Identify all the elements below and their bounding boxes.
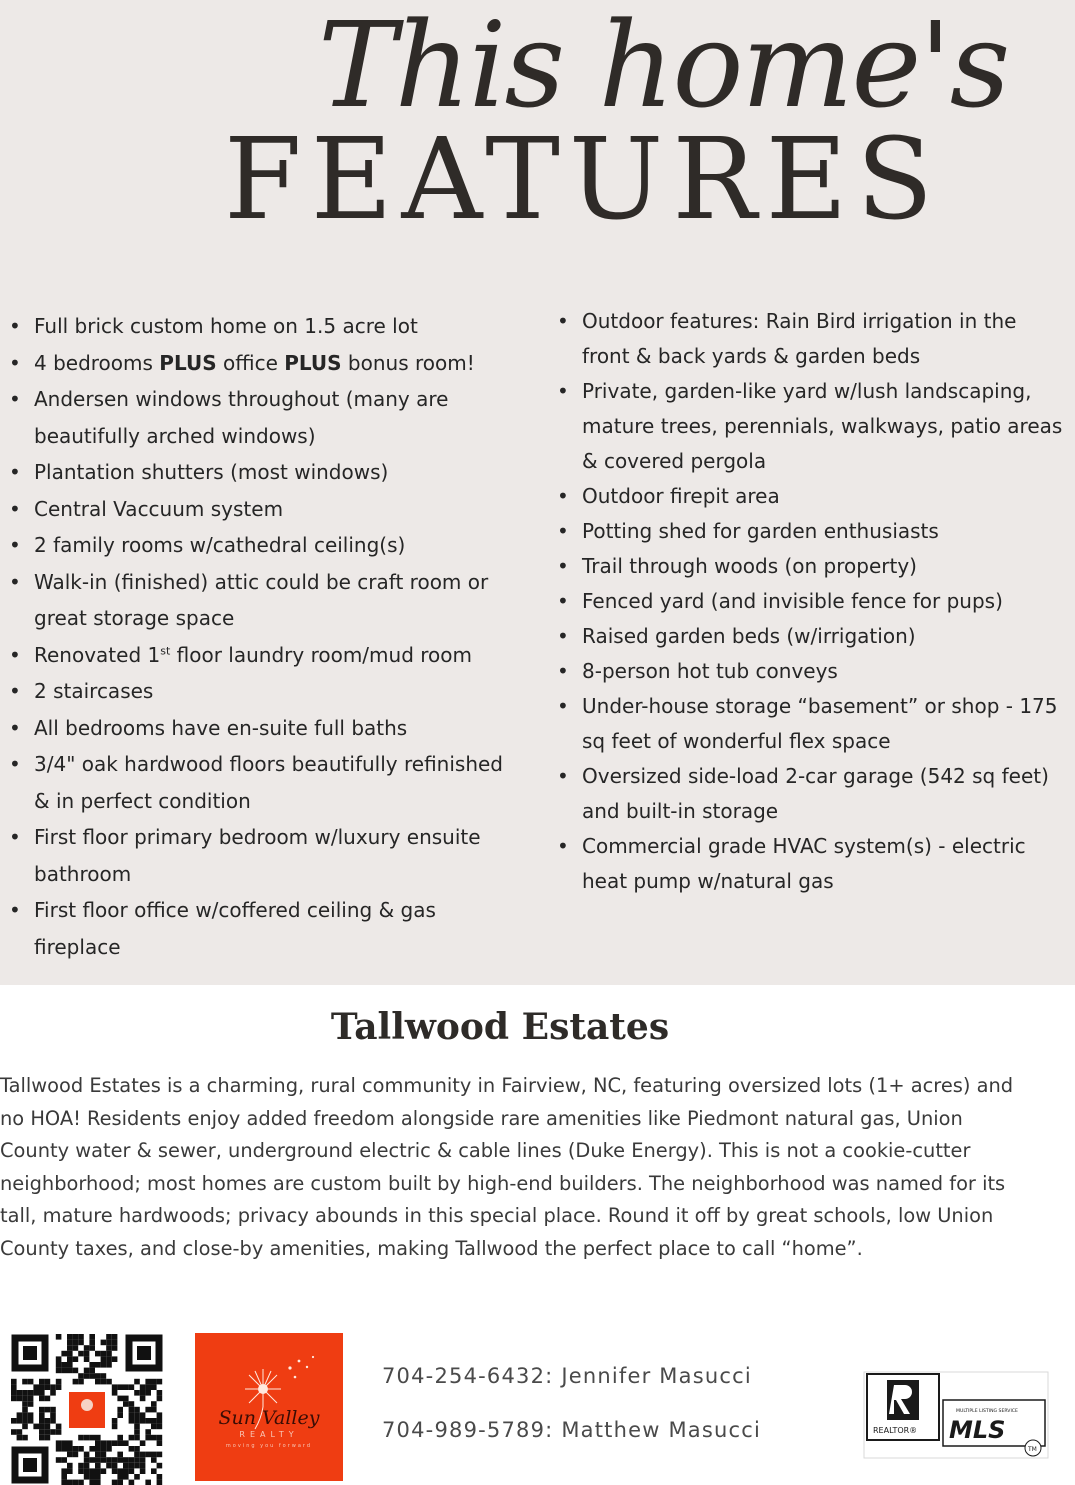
feature-text-line: 8-person hot tub conveys bbox=[582, 659, 838, 683]
feature-text-line: front & back yards & garden beds bbox=[582, 344, 921, 368]
description-line: neighborhood; most homes are custom built by high-end builders. The neighborhood was named for its bbox=[0, 1171, 1006, 1195]
feature-text-line: Private, garden-like yard w/lush landscaping, bbox=[582, 379, 1032, 403]
feature-text-line: 2 family rooms w/cathedral ceiling(s) bbox=[34, 533, 406, 557]
feature-item bbox=[9, 637, 530, 674]
bullet-icon: • bbox=[557, 624, 569, 648]
sun-valley-logo bbox=[195, 1333, 343, 1481]
feature-text-part: office bbox=[216, 350, 285, 375]
feature-item bbox=[557, 619, 1070, 654]
feature-text-part: PLUS bbox=[159, 350, 217, 375]
feature-text-line: Fenced yard (and invisible fence for pups) bbox=[582, 589, 1003, 613]
feature-text-line: First floor primary bedroom w/luxury ensuite bbox=[34, 825, 481, 849]
feature-text-line: heat pump w/natural gas bbox=[582, 869, 834, 893]
features-list-right bbox=[557, 304, 1070, 899]
feature-item bbox=[9, 345, 530, 382]
feature-item bbox=[9, 564, 530, 637]
feature-text-line: Trail through woods (on property) bbox=[582, 554, 917, 578]
feature-text-part: PLUS bbox=[284, 350, 342, 375]
logo-tagline: moving you forward bbox=[225, 1443, 313, 1449]
bullet-icon: • bbox=[9, 350, 21, 375]
feature-text-part: Renovated 1 bbox=[34, 642, 161, 667]
feature-text-line: Plantation shutters (most windows) bbox=[34, 460, 389, 484]
contact-jennifer[interactable]: 704-254-6432: Jennifer Masucci bbox=[382, 1364, 752, 1388]
bullet-icon: • bbox=[9, 715, 21, 740]
bullet-icon: • bbox=[557, 379, 569, 403]
bullet-icon: • bbox=[9, 898, 21, 922]
feature-text-line: fireplace bbox=[34, 934, 121, 959]
feature-item bbox=[9, 527, 530, 564]
feature-text-line: Outdoor features: Rain Bird irrigation in the bbox=[582, 309, 1017, 333]
feature-item bbox=[9, 381, 530, 454]
feature-text-line: mature trees, perennials, walkways, patio areas bbox=[582, 414, 1063, 438]
realtor-mls-logo bbox=[863, 1370, 1049, 1466]
feature-item bbox=[9, 746, 530, 819]
feature-text-line: bathroom bbox=[34, 861, 132, 886]
feature-text-line: & covered pergola bbox=[582, 449, 767, 473]
features-list-left bbox=[9, 308, 530, 965]
bullet-icon: • bbox=[557, 834, 569, 858]
feature-text-part: 4 bedrooms bbox=[34, 350, 160, 375]
bullet-icon: • bbox=[9, 314, 21, 338]
script-heading: This home's bbox=[318, 0, 1009, 134]
feature-item bbox=[9, 819, 530, 892]
feature-item bbox=[9, 491, 530, 528]
features-heading: FEATURES bbox=[224, 115, 943, 245]
feature-item bbox=[557, 654, 1070, 689]
feature-item bbox=[557, 479, 1070, 514]
feature-text-line: 2 staircases bbox=[34, 679, 154, 703]
feature-text-line: Under-house storage “basement” or shop - 175 bbox=[582, 694, 1058, 718]
bullet-icon: • bbox=[9, 752, 21, 776]
feature-item bbox=[557, 759, 1070, 829]
feature-text bbox=[34, 345, 530, 382]
bullet-icon: • bbox=[9, 496, 21, 521]
bullet-icon: • bbox=[9, 825, 21, 849]
feature-item bbox=[557, 304, 1070, 374]
feature-item bbox=[557, 549, 1070, 584]
logo-realty: REALTY bbox=[239, 1430, 299, 1439]
feature-text-line: 3/4" oak hardwood floors beautifully refinished bbox=[34, 752, 503, 776]
feature-text-line: Outdoor firepit area bbox=[582, 484, 780, 508]
bullet-icon: • bbox=[557, 309, 569, 333]
mls-text: MLS bbox=[949, 1416, 1006, 1444]
bullet-icon: • bbox=[9, 387, 21, 411]
section-title: Tallwood Estates bbox=[330, 1006, 670, 1048]
tm-mark: TM bbox=[1028, 1446, 1037, 1453]
feature-item bbox=[9, 710, 530, 747]
feature-text-line: great storage space bbox=[34, 606, 235, 630]
feature-text-line: Andersen windows throughout (many are bbox=[34, 387, 449, 411]
feature-text-part: floor laundry room/mud room bbox=[170, 642, 472, 667]
description-line: County water & sewer, underground electric & cable lines (Duke Energy). This is not a cookie-cutter bbox=[0, 1139, 971, 1163]
feature-item bbox=[557, 584, 1070, 619]
description-line: County taxes, and close-by amenities, making Tallwood the perfect place to call “home”. bbox=[0, 1236, 863, 1260]
feature-text-line: and built-in storage bbox=[582, 799, 779, 823]
feature-item bbox=[557, 689, 1070, 759]
feature-item bbox=[9, 454, 530, 491]
feature-text-line: First floor office w/coffered ceiling & gas bbox=[34, 898, 436, 922]
bullet-icon: • bbox=[9, 533, 21, 557]
description-line: Tallwood Estates is a charming, rural community in Fairview, NC, featuring oversized lots (1+ acres) and bbox=[0, 1074, 1014, 1097]
feature-text-line: Raised garden beds (w/irrigation) bbox=[582, 624, 916, 648]
bullet-icon: • bbox=[557, 554, 569, 578]
bullet-icon: • bbox=[9, 460, 21, 484]
feature-text bbox=[34, 637, 530, 674]
bullet-icon: • bbox=[557, 519, 569, 543]
bullet-icon: • bbox=[557, 659, 569, 683]
contact-matthew[interactable]: 704-989-5789: Matthew Masucci bbox=[382, 1418, 762, 1442]
bullet-icon: • bbox=[557, 764, 569, 788]
bullet-icon: • bbox=[9, 569, 21, 594]
feature-text-line: beautifully arched windows) bbox=[34, 423, 316, 448]
estates-description bbox=[0, 1070, 1075, 1266]
ordinal-suffix: st bbox=[160, 643, 171, 657]
feature-item bbox=[557, 514, 1070, 549]
description-line: no HOA! Residents enjoy added freedom alongside rare amenities like Piedmont natural gas, Union bbox=[0, 1106, 963, 1130]
feature-text-part: bonus room! bbox=[341, 350, 475, 375]
feature-text-line: & in perfect condition bbox=[34, 788, 251, 813]
feature-text-line: Commercial grade HVAC system(s) - electric bbox=[582, 834, 1026, 858]
feature-text-line: Full brick custom home on 1.5 acre lot bbox=[34, 314, 418, 338]
feature-item bbox=[557, 829, 1070, 899]
logo-name: Sun Valley bbox=[218, 1407, 320, 1429]
feature-text-line: Oversized side-load 2-car garage (542 sq feet) bbox=[582, 764, 1049, 788]
bullet-icon: • bbox=[557, 589, 569, 613]
feature-item bbox=[557, 374, 1070, 479]
bullet-icon: • bbox=[9, 679, 21, 703]
feature-text-line: Potting shed for garden enthusiasts bbox=[582, 519, 939, 543]
feature-text-line: Walk-in (finished) attic could be craft room or bbox=[34, 569, 489, 594]
feature-item bbox=[9, 892, 530, 965]
qr-code-icon[interactable] bbox=[10, 1333, 164, 1485]
feature-item bbox=[9, 673, 530, 710]
feature-text-line: All bedrooms have en-suite full baths bbox=[34, 715, 408, 740]
description-line: tall, mature hardwoods; privacy abounds in this special place. Round it off by great schools, low Union bbox=[0, 1204, 994, 1228]
mls-small-text: MULTIPLE LISTING SERVICE bbox=[956, 1409, 1018, 1414]
bullet-icon: • bbox=[557, 694, 569, 718]
bullet-icon: • bbox=[9, 642, 21, 667]
bullet-icon: • bbox=[557, 484, 569, 508]
feature-text-line: sq feet of wonderful flex space bbox=[582, 729, 891, 753]
realtor-text: REALTOR® bbox=[873, 1426, 918, 1435]
feature-item bbox=[9, 308, 530, 345]
feature-text-line: Central Vaccuum system bbox=[34, 496, 284, 521]
